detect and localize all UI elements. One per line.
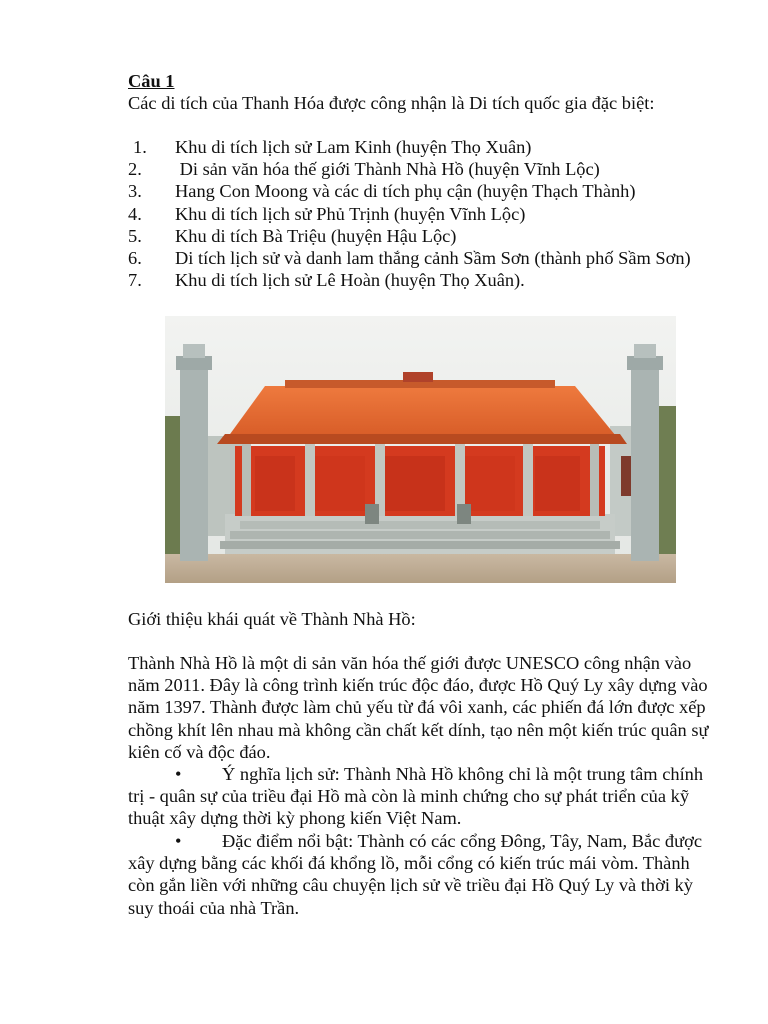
list-item <box>128 225 718 247</box>
list-text: Di sản văn hóa thế giới Thành Nhà Hồ (huyện Vĩnh Lộc) <box>175 159 600 180</box>
section-title: Giới thiệu khái quát về Thành Nhà Hồ: <box>128 609 416 629</box>
question-heading <box>128 70 718 92</box>
list-text: Khu di tích Bà Triệu (huyện Hậu Lộc) <box>175 225 457 246</box>
list-text: Khu di tích lịch sử Phủ Trịnh (huyện Vĩnh Lộc) <box>175 203 526 224</box>
list-number: 2. <box>128 159 142 180</box>
list-number: 6. <box>128 248 142 269</box>
list-item <box>128 158 718 180</box>
list-number: 4. <box>128 203 142 224</box>
temple-photo <box>165 316 676 583</box>
body-paragraph: Thành Nhà Hồ là một di sản văn hóa thế giới được UNESCO công nhận vào năm 2011. Đây là công trình kiến trúc độc đáo, được Hồ Quý Ly xây dựng vào năm 1397. Thành được làm chủ yếu từ đá vôi xanh, các phiến đá lớn được xếp chồng khít lên nhau mà không cần chất kết dính, tạo nên một kiến trúc quân sự kiên cố và độc đáo. <box>128 653 709 762</box>
heritage-list <box>128 136 718 291</box>
list-item <box>128 203 718 225</box>
list-number: 1. <box>133 137 147 157</box>
list-item <box>128 180 718 202</box>
bullet-icon: • <box>175 831 182 851</box>
heading-text: Câu 1 <box>128 71 175 91</box>
list-number: 7. <box>128 270 142 291</box>
list-text: Di tích lịch sử và danh lam thắng cảnh Sầm Sơn (thành phố Sầm Sơn) <box>175 248 691 269</box>
list-text: Khu di tích lịch sử Lê Hoàn (huyện Thọ Xuân). <box>175 270 525 291</box>
list-item <box>128 136 718 158</box>
bullet-text: Đặc điểm nổi bật: Thành có các cổng Đông, Tây, Nam, Bắc được xây dựng bằng các khối đá khổng lồ, mỗi cổng có kiến trúc mái vòm. Thành còn gắn liền với những câu chuyện lịch sử về triều đại Hồ Quý Ly và thời kỳ suy thoái của nhà Trần. <box>128 831 702 918</box>
list-item <box>128 269 718 291</box>
bullet-item <box>128 830 718 919</box>
list-number: 3. <box>128 181 142 202</box>
intro-paragraph: Các di tích của Thanh Hóa được công nhận là Di tích quốc gia đặc biệt: <box>128 93 655 113</box>
list-text: Hang Con Moong và các di tích phụ cận (huyện Thạch Thành) <box>175 181 636 202</box>
list-number: 5. <box>128 225 142 246</box>
list-text: Khu di tích lịch sử Lam Kinh (huyện Thọ Xuân) <box>175 137 532 157</box>
bullet-text: Ý nghĩa lịch sử: Thành Nhà Hồ không chỉ là một trung tâm chính trị - quân sự của triều đại Hồ mà còn là minh chứng cho sự phát triển của kỹ thuật xây dựng thời kỳ phong kiến Việt Nam. <box>128 764 704 829</box>
bullet-item <box>128 763 718 830</box>
list-item <box>128 247 718 269</box>
bullet-icon: • <box>175 764 182 784</box>
